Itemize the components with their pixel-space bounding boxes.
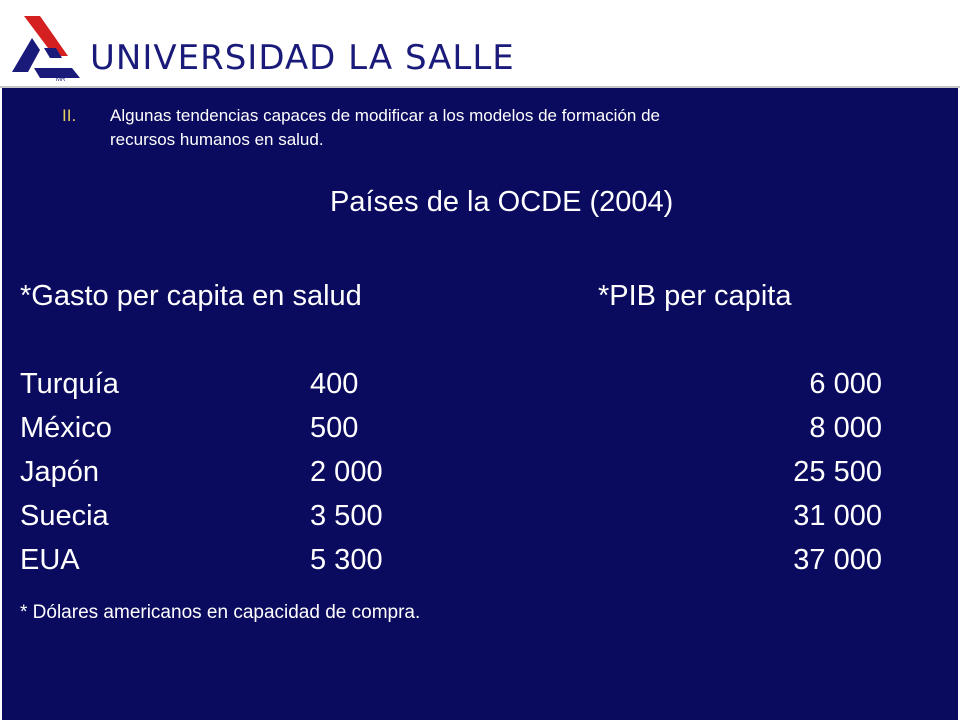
slide-heading: Países de la OCDE (2004) xyxy=(330,186,674,218)
university-name: UNIVERSIDAD LA SALLE xyxy=(90,38,515,78)
pib-value: 31 000 xyxy=(793,500,882,532)
la-salle-logo-icon xyxy=(10,12,82,82)
table-row xyxy=(2,368,958,410)
subtitle-number: II. xyxy=(62,106,77,125)
table-row xyxy=(2,412,958,454)
country-name: Suecia xyxy=(20,500,109,532)
gasto-value: 400 xyxy=(310,368,359,400)
header xyxy=(0,0,960,88)
table-row xyxy=(2,456,958,498)
pib-value: 25 500 xyxy=(793,456,882,488)
pib-value: 6 000 xyxy=(809,368,882,400)
column-header-pib: *PIB per capita xyxy=(598,280,792,312)
footnote: * Dólares americanos en capacidad de compra. xyxy=(20,602,421,623)
country-name: EUA xyxy=(20,544,80,576)
table-row xyxy=(2,544,958,586)
subtitle-line-1: Algunas tendencias capaces de modificar a los modelos de formación de xyxy=(110,106,660,125)
gasto-value: 2 000 xyxy=(310,456,383,488)
logo-mark-text: MR xyxy=(56,77,66,82)
country-name: Japón xyxy=(20,456,100,488)
subtitle xyxy=(62,104,942,152)
table-row xyxy=(2,500,958,542)
country-name: México xyxy=(20,412,112,444)
pib-value: 37 000 xyxy=(793,544,882,576)
slide-body xyxy=(2,88,958,720)
gasto-value: 500 xyxy=(310,412,359,444)
gasto-value: 5 300 xyxy=(310,544,383,576)
country-name: Turquía xyxy=(20,368,119,400)
gasto-value: 3 500 xyxy=(310,500,383,532)
column-header-gasto: *Gasto per capita en salud xyxy=(20,280,362,312)
subtitle-line-2: recursos humanos en salud. xyxy=(110,130,324,149)
pib-value: 8 000 xyxy=(809,412,882,444)
